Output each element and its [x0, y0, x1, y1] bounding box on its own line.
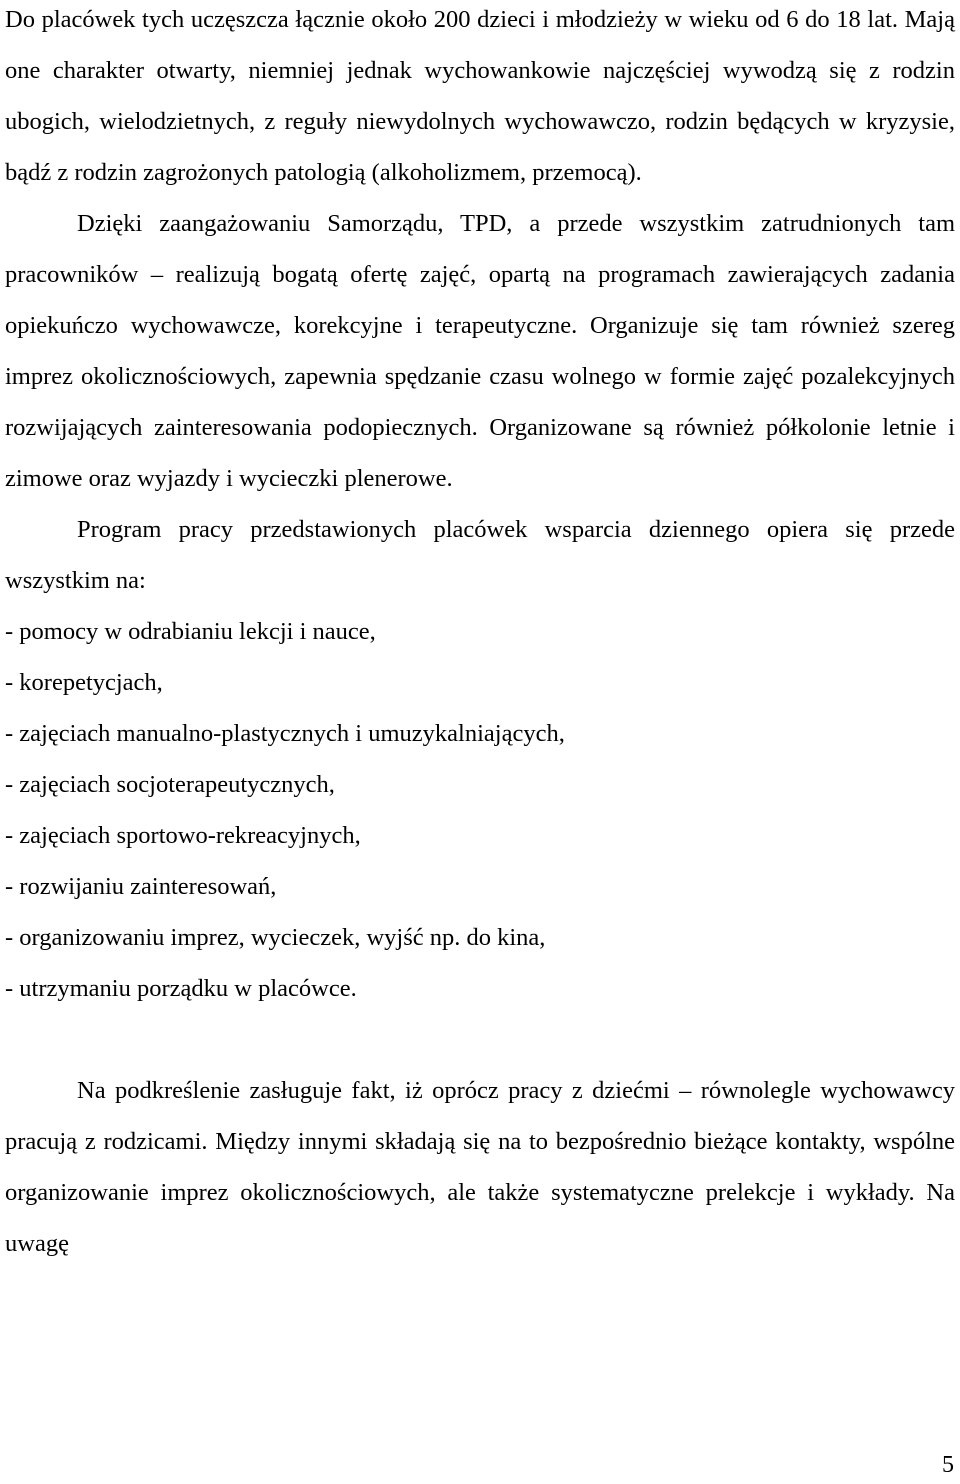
document-page — [5, 0, 955, 1269]
paragraph-parents-work: Na podkreślenie zasługuje fakt, iż oprócz pracy z dziećmi – równolegle wychowawcy pracują z rodzicami. Między innymi składają się na to bezpośrednio bieżące kontakty, wspólne organizowanie imprez okolicznościowych, ale także systematyczne prelekcje i wykłady. Na uwagę — [5, 1077, 955, 1257]
list-item: - zajęciach manualno-plastycznych i umuzykalniających, — [5, 720, 565, 747]
list-item: - utrzymaniu porządku w placówce. — [5, 975, 357, 1002]
list-item: - rozwijaniu zainteresowań, — [5, 873, 277, 900]
paragraph-program-intro: Program pracy przedstawionych placówek wsparcia dziennego opiera się przede wszystkim na: — [5, 516, 955, 594]
list-item: - korepetycjach, — [5, 669, 163, 696]
paragraph-gap — [5, 1014, 955, 1065]
paragraph-children-count: Do placówek tych uczęszcza łącznie około 200 dzieci i młodzieży w wieku od 6 do 18 lat. Mają one charakter otwarty, niemniej jednak wychowankowie najczęściej wywodzą się z rodzin ubogich, wielodzietnych, z reguły niewydolnych wychowawczo, rodzin będących w kryzysie, bądź z rodzin zagrożonych patologią (alkoholizmem, przemocą). — [5, 6, 955, 186]
paragraph-engagement: Dzięki zaangażowaniu Samorządu, TPD, a przede wszystkim zatrudnionych tam pracowników – realizują bogatą ofertę zajęć, opartą na programach zawierających zadania opiekuńczo wychowawcze, korekcyjne i terapeutyczne. Organizuje się tam również szereg imprez okolicznościowych, zapewnia spędzanie czasu wolnego w formie zajęć pozalekcyjnych rozwijających zainteresowania podopiecznych. Organizowane są również półkolonie letnie i zimowe oraz wyjazdy i wycieczki plenerowe. — [5, 210, 955, 492]
list-item: - pomocy w odrabianiu lekcji i nauce, — [5, 618, 376, 645]
program-list — [5, 606, 955, 1014]
list-item: - zajęciach sportowo-rekreacyjnych, — [5, 822, 361, 849]
list-item: - zajęciach socjoterapeutycznych, — [5, 771, 335, 798]
list-item: - organizowaniu imprez, wycieczek, wyjść np. do kina, — [5, 924, 546, 951]
page-number: 5 — [942, 1452, 954, 1478]
